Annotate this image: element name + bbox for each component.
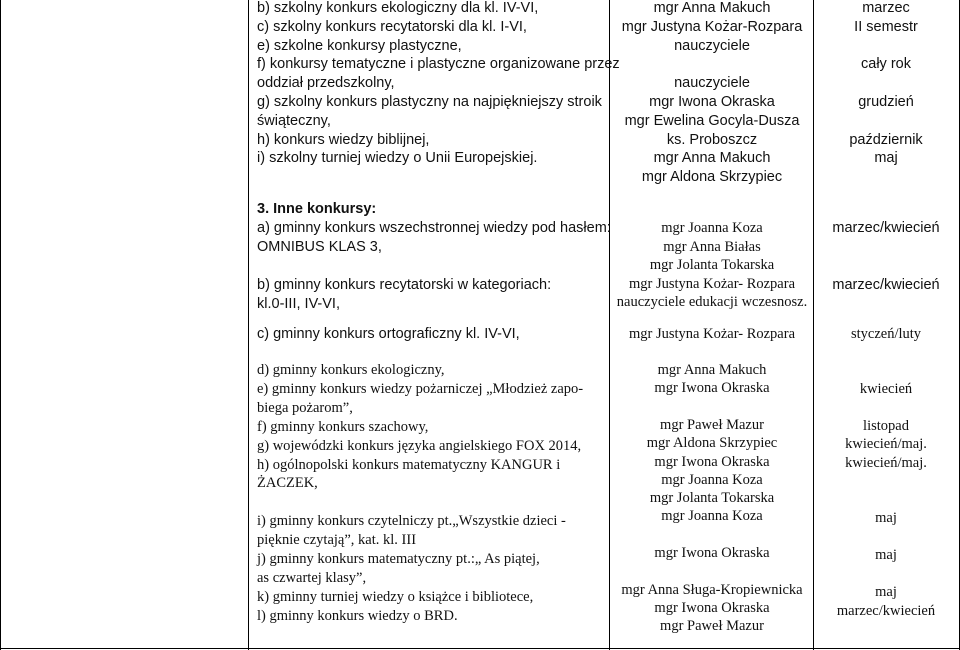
teacher-line: mgr Paweł Mazur (660, 618, 764, 635)
competition-line: i) szkolny turniej wiedzy o Unii Europejskiej. (257, 150, 538, 167)
competition-line: d) gminny konkurs ekologiczny, (257, 362, 445, 378)
competition-line: biega pożarom”, (257, 399, 353, 416)
competition-line: świąteczny, (257, 112, 331, 129)
date-line: maj (875, 510, 897, 526)
table-left-border (0, 0, 1, 650)
date-line: marzec (862, 0, 910, 16)
table-column-divider-3 (813, 0, 814, 650)
competition-line: f) konkursy tematyczne i plastyczne organizowane przez (257, 56, 620, 73)
date-line: listopad (863, 417, 909, 434)
date-line: styczeń/luty (850, 326, 922, 342)
teacher-line: mgr Iwona Okraska (654, 545, 770, 561)
teacher-line: mgr Joanna Koza (661, 220, 763, 236)
date-line: maj (875, 547, 897, 563)
teacher-line: mgr Aldona Skrzypiec (646, 435, 778, 452)
teacher-line: nauczyciele (674, 37, 750, 54)
table-column-divider-2 (609, 0, 610, 650)
date-line: maj (874, 150, 898, 167)
competition-line: OMNIBUS KLAS 3, (257, 239, 382, 255)
teacher-line: mgr Justyna Kożar- Rozpara (629, 275, 795, 292)
teacher-line: mgr Joanna Koza (661, 508, 763, 525)
date-line: cały rok (861, 56, 911, 73)
competition-line: e) szkolne konkursy plastyczne, (257, 37, 462, 54)
date-line: maj (875, 584, 897, 600)
teacher-line: mgr Anna Makuch (653, 150, 771, 167)
date-line: marzec/kwiecień (832, 277, 940, 293)
table-bottom-border (0, 648, 960, 649)
date-line: październik (849, 131, 923, 148)
competition-line: kl.0-III, IV-VI, (257, 296, 340, 312)
teacher-line: mgr Anna Sługa-Kropiewnicka (621, 581, 803, 598)
teacher-line: mgr Iwona Okraska (654, 599, 770, 616)
date-line: grudzień (858, 94, 914, 110)
date-line: kwiecień (859, 380, 913, 397)
teacher-line: nauczyciele (674, 75, 750, 92)
teacher-line: mgr Justyna Kożar- Rozpara (629, 326, 795, 342)
date-line: kwiecień/maj. (845, 454, 927, 471)
teacher-line: nauczyciele edukacji wczesnosz. (616, 294, 808, 311)
competition-line: oddział przedszkolny, (257, 75, 395, 92)
section-heading: 3. Inne konkursy: (257, 201, 377, 217)
teacher-line: mgr Iwona Okraska (649, 94, 775, 110)
teacher-line: mgr Anna Białas (663, 238, 761, 255)
teacher-line: mgr Justyna Kożar-Rozpara (621, 18, 803, 35)
teacher-line: mgr Jolanta Tokarska (649, 257, 775, 274)
teacher-line: mgr Aldona Skrzypiec (641, 169, 783, 186)
competition-line: j) gminny konkurs matematyczny pt.:„ As piątej, (257, 551, 540, 567)
competition-line: e) gminny konkurs wiedzy pożarniczej „Młodzież zapo- (257, 380, 584, 397)
competition-line: c) gminny konkurs ortograficzny kl. IV-VI, (257, 326, 520, 342)
competition-line: g) szkolny konkurs plastyczny na najpiękniejszy stroik (257, 94, 602, 110)
teacher-line: mgr Paweł Mazur (660, 416, 764, 433)
teacher-line: mgr Joanna Koza (661, 471, 763, 488)
date-line: marzec/kwiecień (832, 220, 940, 236)
competition-line: pięknie czytają”, kat. kl. III (257, 532, 417, 549)
competition-line: a) gminny konkurs wszechstronnej wiedzy pod hasłem: (257, 220, 611, 236)
competition-line: g) wojewódzki konkurs języka angielskiego FOX 2014, (257, 437, 582, 454)
competition-line: k) gminny turniej wiedzy o książce i bibliotece, (257, 588, 534, 605)
teacher-line: mgr Iwona Okraska (654, 453, 770, 470)
teacher-line: mgr Iwona Okraska (654, 380, 770, 397)
competition-line: ŻACZEK, (257, 475, 318, 492)
teacher-line: mgr Anna Makuch (653, 0, 771, 16)
competition-line: as czwartej klasy”, (257, 569, 367, 586)
table-column-divider-1 (248, 0, 249, 650)
competition-line: f) gminny konkurs szachowy, (257, 418, 429, 435)
competition-line: b) gminny konkurs recytatorski w kategoriach: (257, 277, 552, 293)
competition-line: c) szkolny konkurs recytatorski dla kl. I-VI, (257, 18, 527, 35)
teacher-line: mgr Anna Makuch (657, 362, 767, 378)
competition-line: l) gminny konkurs wiedzy o BRD. (257, 607, 458, 624)
teacher-line: ks. Proboszcz (666, 131, 758, 148)
competition-line: i) gminny konkurs czytelniczy pt.„Wszystkie dzieci - (257, 513, 566, 530)
competition-line: h) konkurs wiedzy biblijnej, (257, 131, 430, 148)
competition-line: b) szkolny konkurs ekologiczny dla kl. IV-VI, (257, 0, 539, 16)
competition-line: h) ogólnopolski konkurs matematyczny KANGUR i (257, 456, 561, 473)
date-line: II semestr (854, 18, 918, 35)
teacher-line: mgr Jolanta Tokarska (649, 490, 775, 507)
teacher-line: mgr Ewelina Gocyla-Dusza (624, 112, 800, 129)
date-line: kwiecień/maj. (845, 436, 927, 452)
date-line: marzec/kwiecień (836, 602, 936, 619)
